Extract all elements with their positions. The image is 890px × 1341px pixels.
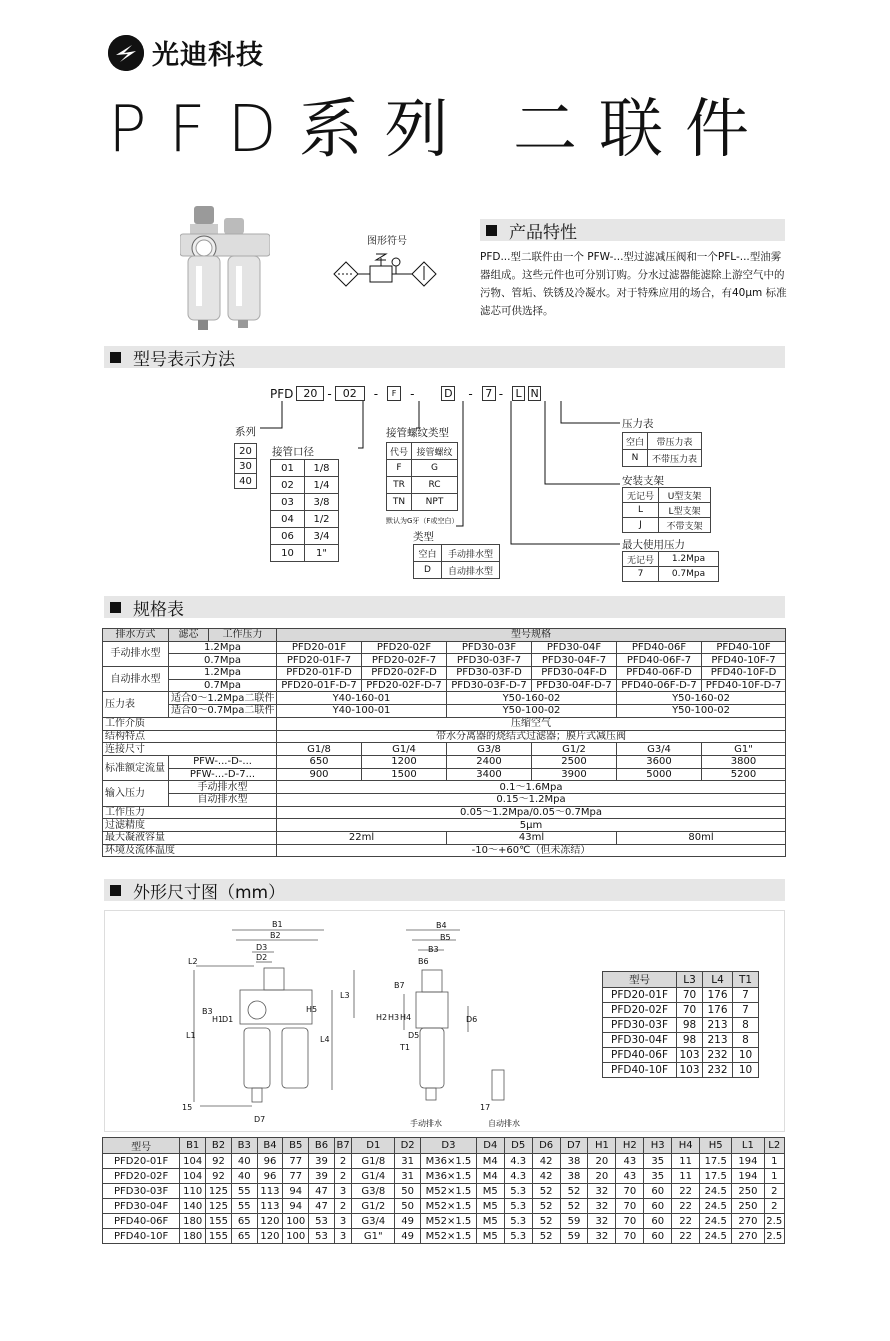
dim-header-cell: B3 [231, 1138, 257, 1154]
dim-cell: 65 [231, 1229, 257, 1244]
logo-icon [108, 35, 144, 71]
dim-cell: PFD30-04F [103, 1199, 180, 1214]
dim-cell: 70 [616, 1199, 644, 1214]
dim-cell: 17.5 [700, 1169, 732, 1184]
dim-cell: 40 [231, 1154, 257, 1169]
dim-cell: G1/2 [352, 1199, 395, 1214]
dim-header-cell: D7 [560, 1138, 588, 1154]
spec-table: 排水方式 滤芯 工作压力 型号规格 手动排水型 1.2Mpa PFD20-01F PFD20-02F PFD30-03F PFD30-04F PFD40-06F PFD40-10F 0.7Mpa PFD20-01F-7 PFD20-02F-7 PFD30-03F-7 PFD30-04F-7 PFD40-06F-7 PFD40-10F-7 自动排水型 1.2Mpa PFD20-01F-D PFD20-02F-D PFD30-03F-D PFD30-04F-D PFD40-06F-D PFD40-10F-D 0.7Mpa PFD20-01F-D-7 PFD20-02F-D-7 PFD30-03F-D-7 PFD30-04F-D-7 PFD40-06F-D-7 PFD40-10F-D-7 压力表 适合0～1.2Mpa二联件 Y40-160-01 Y50-160-02 Y50-160-02 适合0～0.7Mpa二联件 Y40-100-01 Y50-100-02 Y50-100-02 工作介质 压缩空气 结构特点 带水分离器的烧结式过滤器；膜片式减压阀 连接尺寸 G1/8 G1/4 G3/8 G1/2 G3/4 G1" 标准额定流量 PFW-...-D-... 650 1200 2400 2500 3600 3800 PFW-...-D-7... 900 1500 3400 3900 5000 5200 输入压力 手动排水型 0.1～1.6Mpa 自动排水型 0.15～1.2Mpa 工作压力 0.05～1.2Mpa/0.05～0.7Mpa 过滤精度 5μm 最大凝液容量 22ml 43ml 80ml 环境及流体温度 -10～+60℃（但未冻结） [102, 628, 786, 857]
label-L4: L4 [320, 1035, 330, 1044]
dim-cell: 110 [180, 1184, 206, 1199]
manual-drain-label: 手动排水 [410, 1119, 442, 1128]
dim-cell: 22 [672, 1214, 700, 1229]
dim-cell: M5 [476, 1214, 504, 1229]
dim-cell: 38 [560, 1169, 588, 1184]
dim-cell: 1 [764, 1154, 785, 1169]
dim-cell: G1/8 [352, 1154, 395, 1169]
dim-cell: 5.3 [504, 1184, 532, 1199]
dim-header-cell: B7 [334, 1138, 351, 1154]
dim-header-cell: L1 [732, 1138, 764, 1154]
gauge-label: 压力表 [622, 418, 654, 430]
dimension-table [102, 1137, 785, 1244]
dim-cell: G3/4 [352, 1214, 395, 1229]
thread-note: 默认为G牙（F或空白） [386, 517, 459, 525]
table-row [103, 1184, 785, 1199]
dim-cell: 4.3 [504, 1169, 532, 1184]
dim-cell: 31 [395, 1154, 421, 1169]
label-17: 17 [480, 1103, 491, 1112]
dim-cell: 92 [206, 1154, 232, 1169]
dim-cell: 11 [672, 1154, 700, 1169]
dim-cell: 96 [257, 1154, 283, 1169]
model-code: PFD 20 - 02 - F - D - 7 - L N [270, 386, 541, 401]
dim-cell: M52×1.5 [421, 1214, 477, 1229]
dim-cell: 120 [257, 1214, 283, 1229]
gauge-table: 空白 带压力表 N 不带压力表 [622, 432, 702, 467]
dim-cell: 49 [395, 1214, 421, 1229]
dim-cell: 3 [334, 1214, 351, 1229]
dim-cell: PFD20-01F [103, 1154, 180, 1169]
dim-header-cell: B1 [180, 1138, 206, 1154]
label-D5: D5 [408, 1031, 420, 1040]
dim-cell: 70 [616, 1184, 644, 1199]
pressure-label: 最大使用压力 [622, 539, 685, 551]
label-D7: D7 [254, 1115, 266, 1124]
label-H5: H5 [306, 1005, 318, 1014]
dim-cell: 52 [560, 1199, 588, 1214]
dim-header-cell: D5 [504, 1138, 532, 1154]
dim-cell: 24.5 [700, 1229, 732, 1244]
dim-cell: 52 [532, 1229, 560, 1244]
dim-cell: 59 [560, 1214, 588, 1229]
dim-cell: 38 [560, 1154, 588, 1169]
dim-cell: 140 [180, 1199, 206, 1214]
dim-header-cell: D6 [532, 1138, 560, 1154]
dim-cell: 180 [180, 1229, 206, 1244]
label-B4: B4 [436, 921, 447, 930]
dim-cell: M5 [476, 1229, 504, 1244]
label-L3: L3 [340, 991, 350, 1000]
dim-header-cell: B2 [206, 1138, 232, 1154]
dim-cell: M36×1.5 [421, 1169, 477, 1184]
dim-cell: 35 [644, 1154, 672, 1169]
dim-header-cell: H1 [588, 1138, 616, 1154]
dim-cell: 24.5 [700, 1199, 732, 1214]
dim-cell: 94 [283, 1199, 309, 1214]
dim-cell: 55 [231, 1199, 257, 1214]
dim-header-cell: H2 [616, 1138, 644, 1154]
dim-cell: 125 [206, 1184, 232, 1199]
dim-cell: 50 [395, 1184, 421, 1199]
dim-cell: 60 [644, 1229, 672, 1244]
label-T1: T1 [400, 1043, 410, 1052]
dim-cell: 32 [588, 1184, 616, 1199]
dim-cell: 65 [231, 1214, 257, 1229]
product-image [180, 198, 270, 342]
dim-cell: 17.5 [700, 1154, 732, 1169]
dim-cell: 1 [764, 1169, 785, 1184]
label-B7: B7 [394, 981, 405, 990]
dim-cell: M52×1.5 [421, 1229, 477, 1244]
pressure-table: 无记号 1.2Mpa 7 0.7Mpa [622, 551, 719, 582]
dim-cell: 270 [732, 1214, 764, 1229]
features-text: PFD...型二联件由一个 PFW-...型过滤减压阀和一个PFL-...型油雾器组成。这些元件也可分别订购。分水过滤器能滤除上游空气中的污物、管垢、铁锈及冷凝水。对于特殊应用的场合，有40μm 标准滤芯可供选择。 [480, 251, 787, 317]
label-H2: H2 [376, 1013, 388, 1022]
series-label: 系列 [235, 426, 256, 438]
dim-header-cell: H5 [700, 1138, 732, 1154]
dim-cell: 22 [672, 1229, 700, 1244]
dim-cell: 104 [180, 1169, 206, 1184]
dim-header-cell: D1 [352, 1138, 395, 1154]
label-H1: H1 [212, 1015, 224, 1024]
dim-cell: 59 [560, 1229, 588, 1244]
thread-table: 代号 接管螺纹 F G TR RC TN NPT [386, 442, 458, 511]
dim-cell: 270 [732, 1229, 764, 1244]
dim-header-cell: 型号 [103, 1138, 180, 1154]
dim-cell: 194 [732, 1154, 764, 1169]
dim-cell: 40 [231, 1169, 257, 1184]
model-heading: 型号表示方法 [104, 346, 785, 368]
features-heading: 产品特性 [480, 219, 785, 241]
dim-cell: 24.5 [700, 1214, 732, 1229]
label-L1: L1 [186, 1031, 196, 1040]
dim-cell: M4 [476, 1169, 504, 1184]
brand-logo [108, 33, 264, 72]
dim-cell: 52 [532, 1199, 560, 1214]
dim-cell: 100 [283, 1229, 309, 1244]
brand-name: 光迪科技 [152, 40, 264, 71]
dim-cell: 2 [764, 1199, 785, 1214]
dim-cell: M52×1.5 [421, 1199, 477, 1214]
dim-cell: 94 [283, 1184, 309, 1199]
dim-cell: 31 [395, 1169, 421, 1184]
dim-cell: 20 [588, 1154, 616, 1169]
dim-cell: 2 [764, 1184, 785, 1199]
dim-cell: 52 [532, 1184, 560, 1199]
dim-cell: 2 [334, 1154, 351, 1169]
table-row [103, 1169, 785, 1184]
dim-cell: 53 [309, 1214, 335, 1229]
dim-cell: 60 [644, 1199, 672, 1214]
dim-cell: G3/8 [352, 1184, 395, 1199]
dims-heading: 外形尺寸图（mm） [104, 879, 785, 901]
mount-label: 安装支架 [622, 475, 664, 487]
dim-header-cell: H3 [644, 1138, 672, 1154]
dim-cell: 70 [616, 1229, 644, 1244]
spec-heading: 规格表 [104, 596, 785, 618]
dim-cell: M5 [476, 1184, 504, 1199]
label-D3: D3 [256, 943, 268, 952]
table-row [103, 1229, 785, 1244]
label-H4: H4 [400, 1013, 412, 1022]
dim-cell: 96 [257, 1169, 283, 1184]
label-L2: L2 [188, 957, 198, 966]
dim-cell: 180 [180, 1214, 206, 1229]
dim-cell: 77 [283, 1154, 309, 1169]
dim-cell: 42 [532, 1169, 560, 1184]
dim-cell: 250 [732, 1184, 764, 1199]
dim-cell: 39 [309, 1154, 335, 1169]
dim-cell: 2.5 [764, 1229, 785, 1244]
thread-label: 接管螺纹类型 [386, 427, 449, 439]
dim-cell: 47 [309, 1184, 335, 1199]
dim-cell: 250 [732, 1199, 764, 1214]
symbol-label: 图形符号 [367, 236, 407, 247]
label-H3: H3 [388, 1013, 400, 1022]
dim-cell: PFD30-03F [103, 1184, 180, 1199]
dim-cell: 53 [309, 1229, 335, 1244]
label-B5: B5 [440, 933, 451, 942]
type-label: 类型 [413, 531, 434, 543]
table-row [103, 1214, 785, 1229]
dim-header-cell: D2 [395, 1138, 421, 1154]
lt-table: 型号 L3 L4 T1 PFD20-01F 70 176 7 PFD20-02F 70 176 7 PFD30-03F 98 213 8 PFD30-04F 98 213 8 PFD40-06F 103 232 10 PFD40-10F 103 232 10 [602, 971, 759, 1078]
type-table: 空白 手动排水型 D 自动排水型 [413, 544, 500, 579]
dim-cell: 4.3 [504, 1154, 532, 1169]
dim-header-cell: L2 [764, 1138, 785, 1154]
label-D2: D2 [256, 953, 268, 962]
mount-table: 无记号 U型支架 L L型支架 J 不带支架 [622, 487, 711, 533]
dim-cell: G1" [352, 1229, 395, 1244]
dim-cell: 5.3 [504, 1229, 532, 1244]
dim-cell: 24.5 [700, 1184, 732, 1199]
dim-cell: 32 [588, 1199, 616, 1214]
dim-cell: 52 [532, 1214, 560, 1229]
dim-cell: PFD40-06F [103, 1214, 180, 1229]
dim-cell: PFD40-10F [103, 1229, 180, 1244]
dim-cell: 125 [206, 1199, 232, 1214]
dim-cell: G1/4 [352, 1169, 395, 1184]
dim-cell: 60 [644, 1184, 672, 1199]
dim-cell: 49 [395, 1229, 421, 1244]
port-label: 接管口径 [272, 446, 314, 458]
dim-cell: 39 [309, 1169, 335, 1184]
dim-cell: 22 [672, 1199, 700, 1214]
dim-header-cell: B4 [257, 1138, 283, 1154]
dim-cell: 113 [257, 1199, 283, 1214]
label-B2: B2 [270, 931, 281, 940]
dim-cell: M5 [476, 1199, 504, 1214]
dim-header-cell: B5 [283, 1138, 309, 1154]
dim-cell: 5.3 [504, 1214, 532, 1229]
pneumatic-symbol [330, 248, 440, 298]
dim-cell: 2.5 [764, 1214, 785, 1229]
dim-cell: 52 [560, 1184, 588, 1199]
dim-cell: 32 [588, 1229, 616, 1244]
dim-cell: 20 [588, 1169, 616, 1184]
dim-header-cell: D3 [421, 1138, 477, 1154]
dim-cell: 3 [334, 1229, 351, 1244]
label-B3: B3 [202, 1007, 213, 1016]
dim-cell: 155 [206, 1214, 232, 1229]
label-15: 15 [182, 1103, 193, 1112]
dim-cell: 100 [283, 1214, 309, 1229]
dim-cell: 155 [206, 1229, 232, 1244]
dim-header-cell: B6 [309, 1138, 335, 1154]
dim-cell: 35 [644, 1169, 672, 1184]
dim-cell: 32 [588, 1214, 616, 1229]
dim-cell: 43 [616, 1154, 644, 1169]
label-B6: B6 [418, 957, 429, 966]
dim-cell: PFD20-02F [103, 1169, 180, 1184]
dim-cell: M52×1.5 [421, 1184, 477, 1199]
label-B1: B1 [272, 920, 283, 929]
dim-cell: M36×1.5 [421, 1154, 477, 1169]
dim-cell: 11 [672, 1169, 700, 1184]
page-title: PFD系列 二联件 [108, 93, 772, 167]
dim-cell: 22 [672, 1184, 700, 1199]
dim-cell: 50 [395, 1199, 421, 1214]
auto-drain-label: 自动排水 [488, 1119, 520, 1128]
dim-cell: 60 [644, 1214, 672, 1229]
dim-cell: 120 [257, 1229, 283, 1244]
dim-cell: 55 [231, 1184, 257, 1199]
dim-cell: 113 [257, 1184, 283, 1199]
table-row [103, 1154, 785, 1169]
dim-header-cell: D4 [476, 1138, 504, 1154]
label-D6: D6 [466, 1015, 478, 1024]
port-table: 01 1/8 02 1/4 03 3/8 04 1/2 06 3/4 10 1" [270, 459, 339, 562]
dim-cell: 92 [206, 1169, 232, 1184]
dim-cell: 77 [283, 1169, 309, 1184]
dim-cell: 2 [334, 1169, 351, 1184]
dim-cell: 42 [532, 1154, 560, 1169]
dim-cell: 194 [732, 1169, 764, 1184]
dim-cell: 104 [180, 1154, 206, 1169]
table-row [103, 1199, 785, 1214]
dim-cell: 43 [616, 1169, 644, 1184]
dim-cell: 3 [334, 1184, 351, 1199]
label-B3b: B3 [428, 945, 439, 954]
dim-header-cell: H4 [672, 1138, 700, 1154]
dim-cell: 47 [309, 1199, 335, 1214]
dim-cell: 5.3 [504, 1199, 532, 1214]
dim-cell: 2 [334, 1199, 351, 1214]
label-D1: D1 [222, 1015, 234, 1024]
series-table: 20 30 40 [234, 443, 257, 489]
dim-cell: M4 [476, 1154, 504, 1169]
dim-cell: 70 [616, 1214, 644, 1229]
